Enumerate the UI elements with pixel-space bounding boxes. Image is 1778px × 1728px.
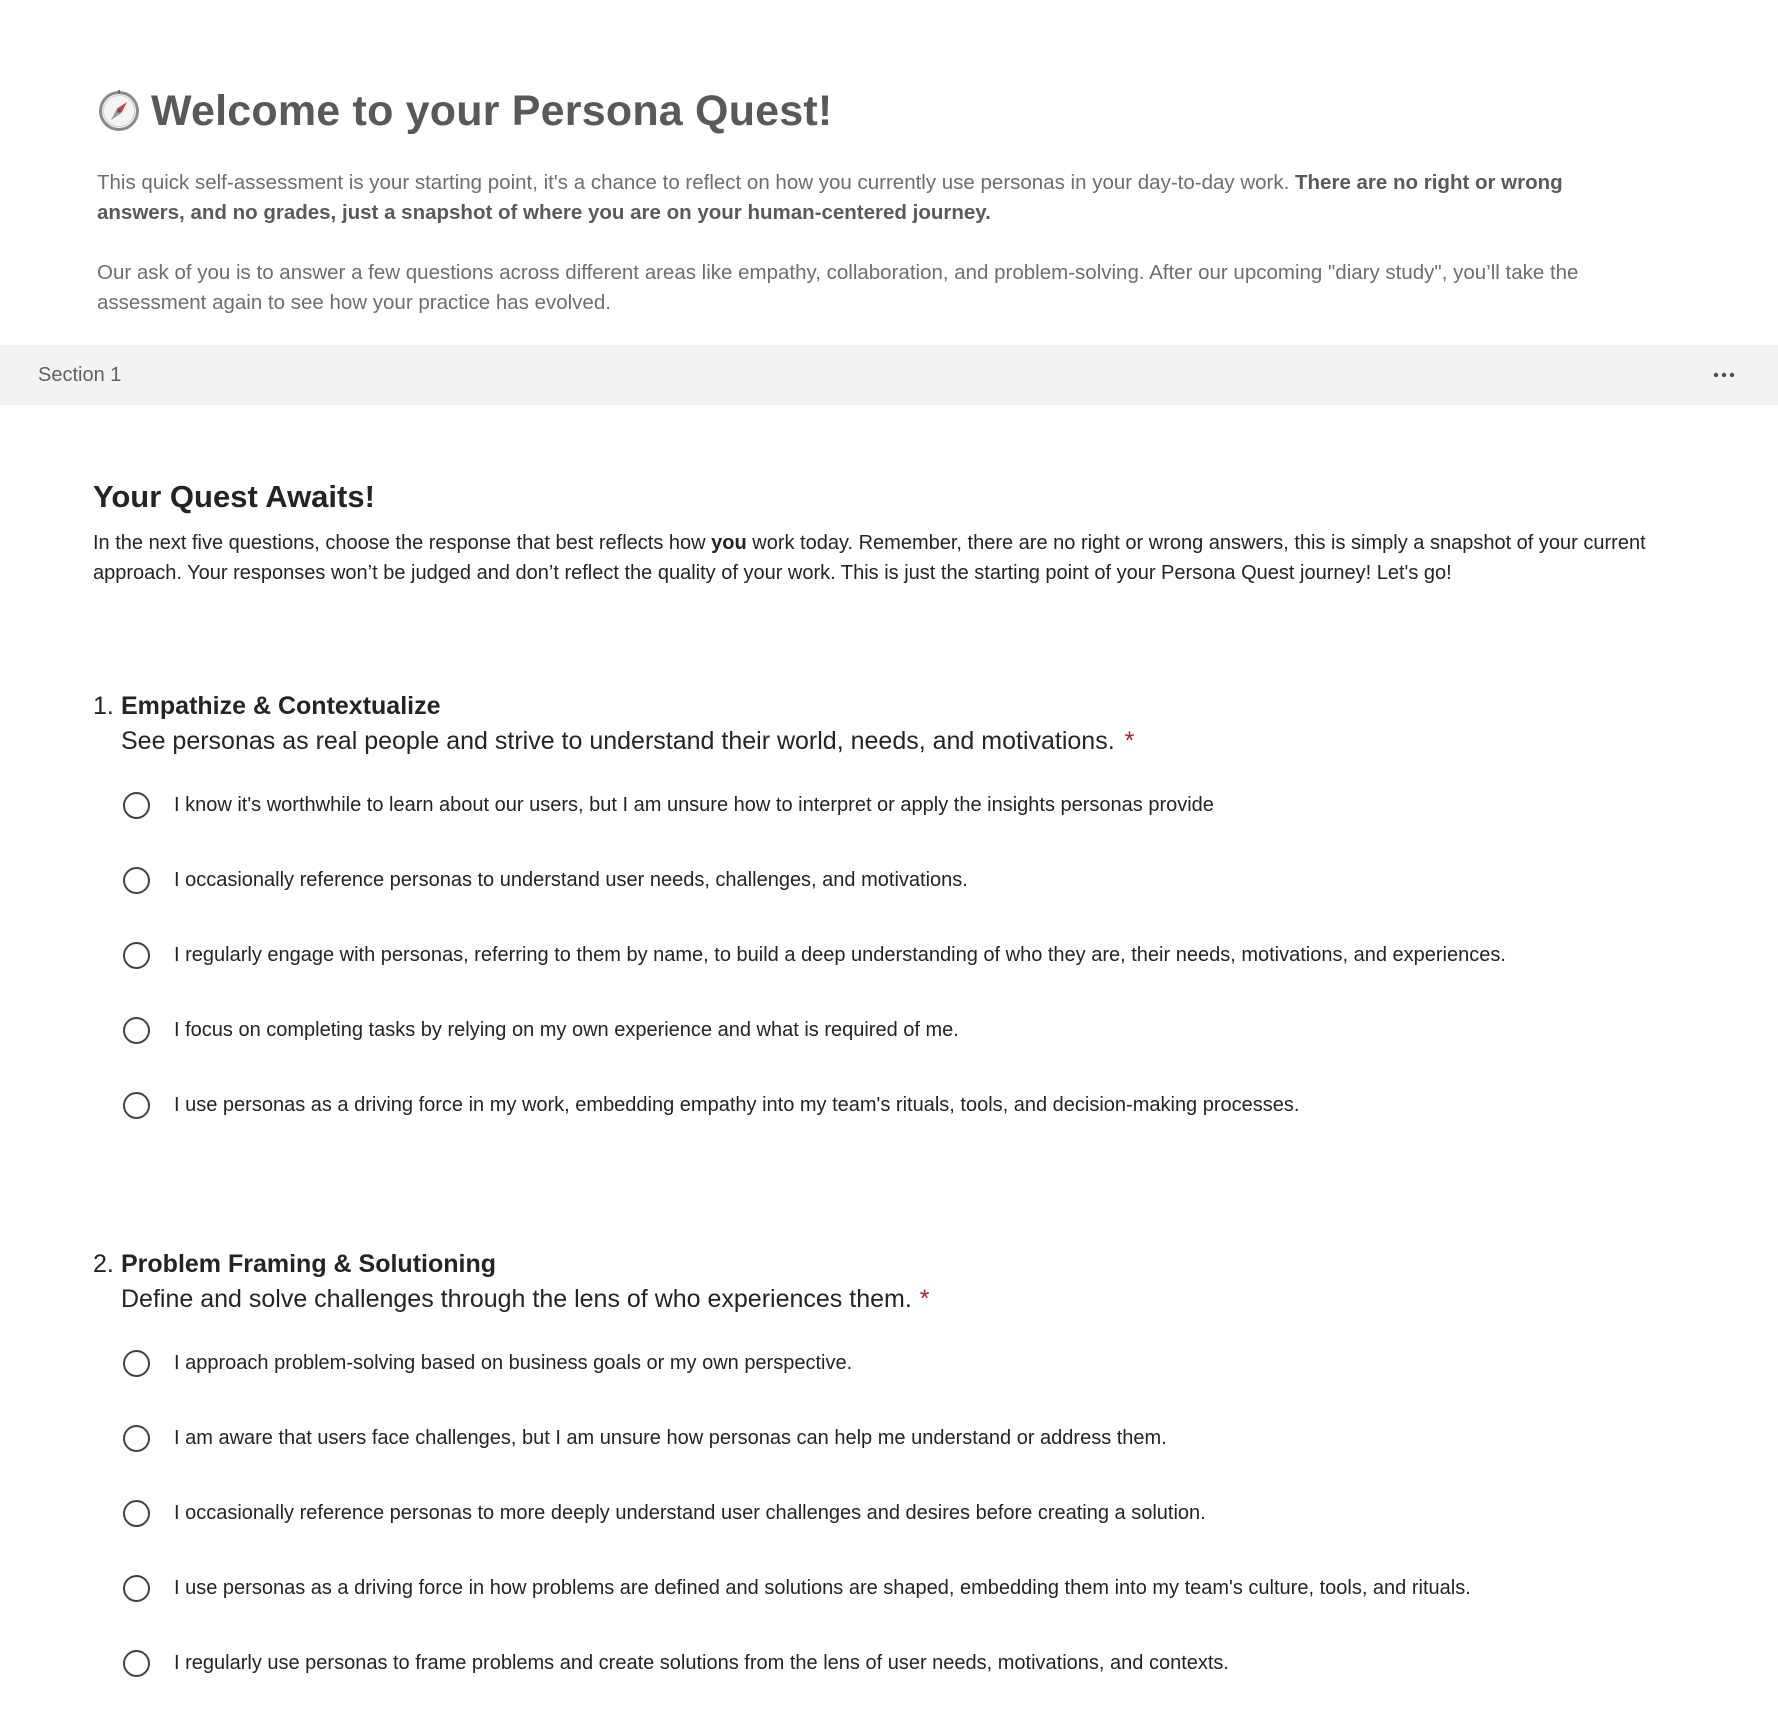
question-1	[93, 692, 1713, 1160]
radio-button[interactable]	[123, 1575, 150, 1602]
more-horizontal-icon	[1713, 372, 1735, 378]
form-description-paragraph-2: Our ask of you is to answer a few questions across different areas like empathy, collaboration, and problem-solving. After our upcoming "diary study", you’ll take the assessment again to see how your practice has evolved.	[97, 261, 1579, 314]
radio-option[interactable]	[123, 1493, 1713, 1533]
question-number: 2.	[93, 1250, 114, 1278]
radio-option[interactable]	[123, 785, 1713, 825]
form-title	[97, 84, 1618, 138]
radio-group	[123, 785, 1713, 1125]
radio-button[interactable]	[123, 1650, 150, 1677]
required-mark: *	[919, 1285, 930, 1313]
question-number: 1.	[93, 692, 114, 720]
radio-option[interactable]	[123, 1343, 1713, 1383]
section-body	[93, 476, 1693, 588]
radio-option[interactable]	[123, 1010, 1713, 1050]
radio-option[interactable]	[123, 1085, 1713, 1125]
radio-button[interactable]	[123, 867, 150, 894]
radio-option-label: I use personas as a driving force in my work, embedding empathy into my team's rituals, tools, and decision-making processes.	[174, 1093, 1300, 1116]
radio-option-label: I use personas as a driving force in how problems are defined and solutions are shaped, embedding them into my team's culture, tools, and rituals.	[174, 1576, 1471, 1599]
radio-option-label: I occasionally reference personas to more deeply understand user challenges and desires before creating a solution.	[174, 1501, 1206, 1524]
question-header	[93, 692, 1713, 721]
radio-option-label: I regularly engage with personas, referring to them by name, to build a deep understanding of who they are, their needs, motivations, and experiences.	[174, 943, 1506, 966]
section-title: Your Quest Awaits!	[93, 479, 375, 514]
compass-icon	[97, 89, 141, 133]
question-title: Empathize & Contextualize	[121, 692, 441, 720]
section-more-button[interactable]	[1706, 357, 1742, 393]
question-subtitle	[121, 1283, 1713, 1315]
radio-button[interactable]	[123, 942, 150, 969]
radio-option[interactable]	[123, 1568, 1713, 1608]
radio-option-label: I regularly use personas to frame problems and create solutions from the lens of user needs, motivations, and contexts.	[174, 1651, 1229, 1674]
section-description-post: work today. Remember, there are no right or wrong answers, this is simply a snapshot of your current approach. Your responses won’t be judged and don’t reflect the quality of your work. This is just the starting point of your Persona Quest journey! Let's go!	[93, 532, 1646, 584]
radio-button[interactable]	[123, 1017, 150, 1044]
section-label: Section 1	[38, 363, 122, 386]
question-title: Problem Framing & Solutioning	[121, 1250, 496, 1278]
radio-option-label: I focus on completing tasks by relying on my own experience and what is required of me.	[174, 1018, 959, 1041]
radio-button[interactable]	[123, 1425, 150, 1452]
radio-option[interactable]	[123, 860, 1713, 900]
required-mark: *	[1124, 727, 1135, 755]
radio-option-label: I am aware that users face challenges, but I am unsure how personas can help me understand or address them.	[174, 1426, 1167, 1449]
question-subtitle	[121, 725, 1713, 757]
form-header	[0, 0, 1778, 318]
form-description-paragraph-1	[97, 168, 1618, 228]
section-description	[93, 528, 1693, 588]
radio-button[interactable]	[123, 1092, 150, 1119]
form-description	[97, 168, 1618, 318]
radio-option-label: I know it's worthwhile to learn about our users, but I am unsure how to interpret or apply the insights personas provide	[174, 793, 1214, 816]
section-bar	[0, 345, 1778, 405]
question-header	[93, 1250, 1713, 1279]
radio-option-label: I approach problem-solving based on business goals or my own perspective.	[174, 1351, 853, 1374]
radio-option[interactable]	[123, 935, 1713, 975]
section-description-pre: In the next five questions, choose the response that best reflects how	[93, 532, 712, 554]
radio-group	[123, 1343, 1713, 1683]
question-subtitle-text: Define and solve challenges through the lens of who experiences them.	[121, 1285, 912, 1313]
radio-option[interactable]	[123, 1418, 1713, 1458]
radio-button[interactable]	[123, 1500, 150, 1527]
radio-button[interactable]	[123, 792, 150, 819]
form-description-regular: This quick self-assessment is your starting point, it's a chance to reflect on how you currently use personas in your day-to-day work.	[97, 171, 1296, 194]
radio-button[interactable]	[123, 1350, 150, 1377]
question-2	[93, 1250, 1713, 1718]
form-description-bold: There are no right or wrong answers, and no grades, just a snapshot of where you are on your human-centered journey.	[97, 171, 1563, 224]
section-description-bold: you	[711, 532, 747, 554]
radio-option-label: I occasionally reference personas to understand user needs, challenges, and motivations.	[174, 868, 968, 891]
question-subtitle-text: See personas as real people and strive to understand their world, needs, and motivations.	[121, 727, 1115, 755]
radio-option[interactable]	[123, 1643, 1713, 1683]
form-title-text: Welcome to your Persona Quest!	[151, 86, 833, 135]
